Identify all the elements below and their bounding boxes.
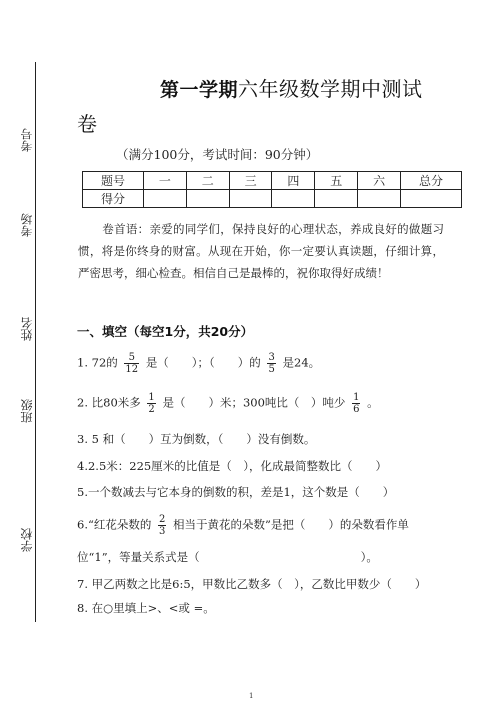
score-cell[interactable]: [229, 190, 272, 208]
title-term: 第一学期: [160, 79, 239, 101]
fraction-numerator: 5: [124, 352, 139, 364]
score-cell[interactable]: [401, 190, 462, 208]
score-table-header-cell: 五: [315, 172, 358, 190]
fraction-numerator: 2: [159, 514, 166, 525]
fraction: [124, 352, 139, 375]
question-6-text-a: 6.“红花朵数的: [77, 517, 152, 532]
question-2-text-b: 是（ ）米；300吨比（ ）吨少: [162, 395, 346, 410]
score-table-row-label: 得分: [83, 190, 144, 208]
intro-paragraph: [78, 218, 444, 284]
question-3: 3. 5 和（ ）互为倒数，（ ）没有倒数。: [77, 432, 316, 446]
fraction-denominator: 5: [268, 364, 275, 375]
score-table-header-cell: 三: [229, 172, 272, 190]
fraction-numerator: 1: [353, 392, 360, 403]
score-table-score-row: [83, 190, 462, 208]
score-table-header-cell: 一: [144, 172, 187, 190]
score-cell[interactable]: [186, 190, 229, 208]
margin-label-name: 姓名: [20, 317, 34, 341]
question-6: [77, 514, 409, 537]
title-subject: 六年级数学期中测试: [238, 77, 423, 101]
margin-label-exam-room: 考场: [20, 213, 34, 237]
fraction-denominator: 3: [159, 526, 166, 537]
score-cell[interactable]: [144, 190, 187, 208]
page-title-continuation: 卷: [77, 112, 97, 136]
fraction-numerator: 3: [268, 352, 275, 363]
fraction: [147, 392, 155, 415]
question-1: [77, 352, 320, 375]
page-title: [160, 73, 423, 102]
score-cell[interactable]: [358, 190, 401, 208]
question-4: 4.2.5米：225厘米的比值是（ ），化成最简整数比（ ）: [77, 459, 387, 473]
question-1-text-a: 1. 72的: [77, 355, 118, 370]
fraction-denominator: 12: [125, 364, 139, 375]
score-table: [82, 171, 462, 208]
score-table-header-cell: 题号: [83, 172, 144, 190]
question-1-text-c: 是24。: [282, 355, 321, 370]
margin-label-class: 班级: [20, 399, 34, 423]
fraction-denominator: 6: [353, 404, 360, 415]
fraction: [267, 352, 275, 375]
score-cell[interactable]: [272, 190, 315, 208]
score-table-header-row: [83, 172, 462, 190]
exam-subtitle: （满分100分，考试时间：90分钟）: [116, 147, 319, 162]
score-table-header-cell: 二: [186, 172, 229, 190]
score-cell[interactable]: [315, 190, 358, 208]
margin-label-exam-number: 考号: [20, 128, 34, 152]
intro-text: 卷首语：亲爱的同学们，保持良好的心理状态，养成良好的做题习惯，将是你终身的财富。从现在开始，你一定要认真读题，仔细计算，严密思考，细心检查。相信自己是最棒的，祝你取得好成绩！: [78, 222, 444, 280]
score-table-header-cell: 六: [358, 172, 401, 190]
score-table-header-cell: 四: [272, 172, 315, 190]
score-table-header-cell: 总分: [401, 172, 462, 190]
question-7: 7. 甲乙两数之比是6:5，甲数比乙数多（ ），乙数比甲数少（ ）: [77, 577, 427, 591]
question-5: 5.一个数减去与它本身的倒数的积，差是1，这个数是（ ）: [77, 485, 395, 499]
section-heading: 一、填空（每空1分，共20分）: [77, 324, 254, 339]
fraction: [352, 392, 360, 415]
question-8: 8. 在○里填上>、<或 =。: [77, 601, 215, 615]
fraction-denominator: 2: [148, 404, 155, 415]
question-2-text-a: 2. 比80米多: [77, 395, 141, 410]
fraction-numerator: 1: [148, 392, 155, 403]
fraction: [158, 514, 166, 537]
margin-label-school: 学校: [20, 528, 34, 552]
question-2-text-c: 。: [367, 395, 379, 410]
question-1-text-b: 是（ ）；（ ）的: [145, 355, 261, 370]
question-2: [77, 392, 379, 415]
question-6-line-2: 位“1”，等量关系式是（ ）。: [77, 550, 378, 564]
question-6-text-b: 相当于黄花的朵数”是把（ ）的朵数看作单: [173, 517, 409, 532]
page-number: 1: [249, 692, 254, 700]
